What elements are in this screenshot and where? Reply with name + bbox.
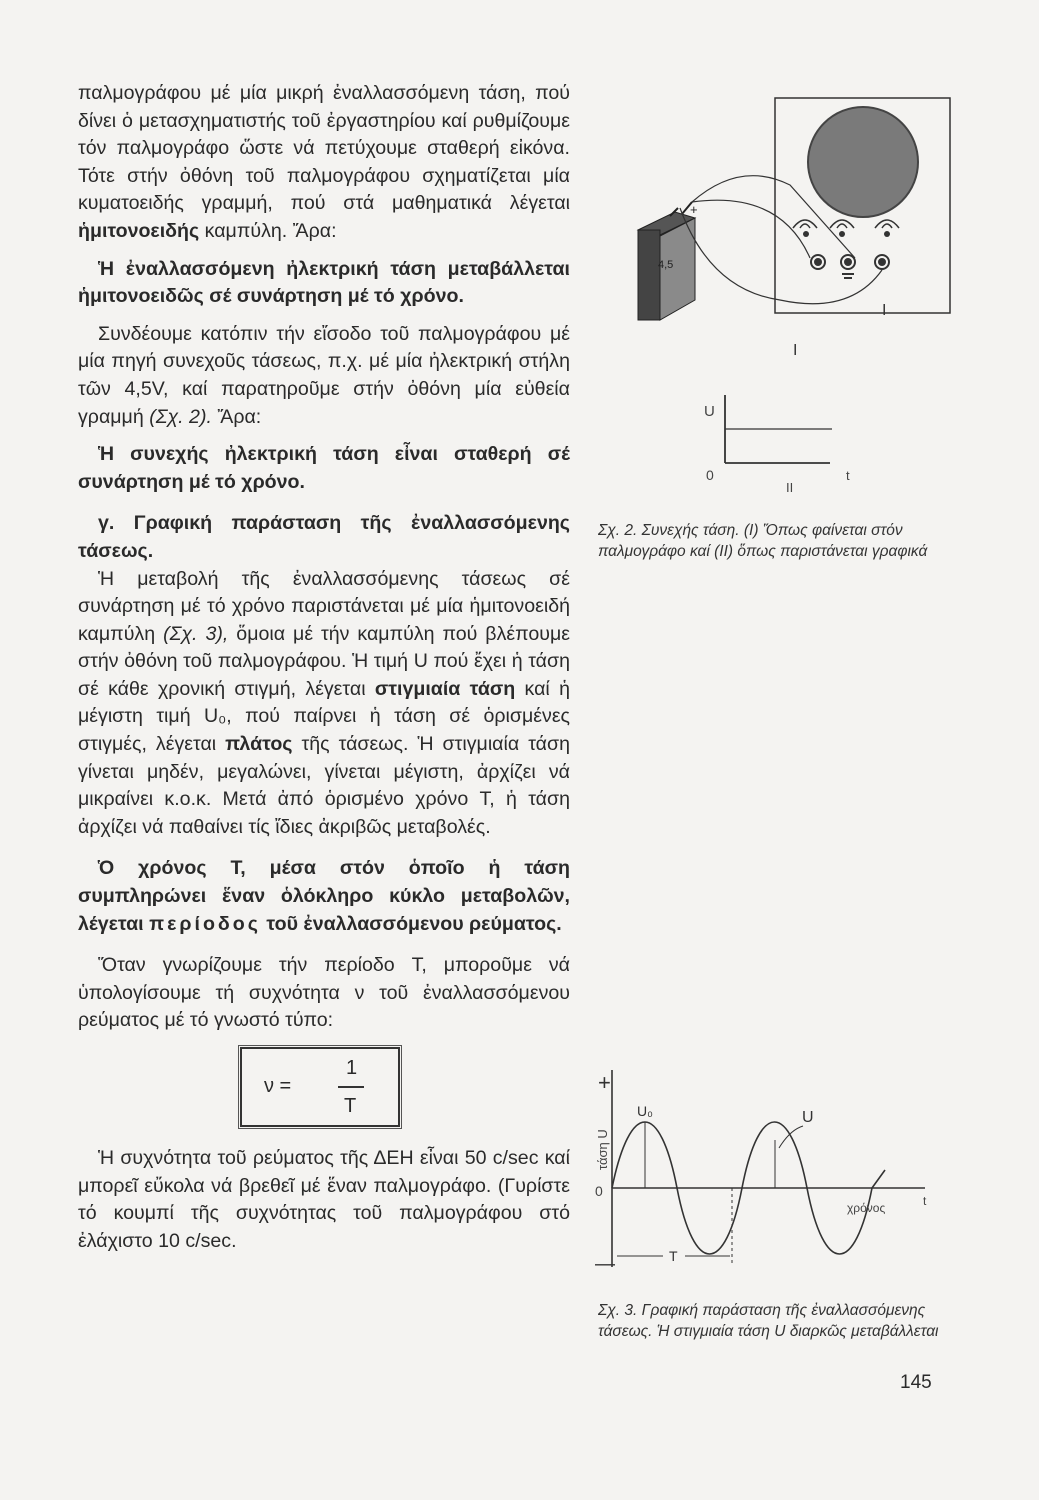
label-II: II [786, 480, 794, 495]
fraction-bar [338, 1086, 364, 1088]
control-knobs [793, 220, 899, 228]
formula-numerator: 1 [346, 1057, 358, 1079]
graph-axis-U: U [704, 403, 715, 420]
input-terminals [811, 255, 889, 278]
rule-alternating-voltage: Ἡ ἐναλλασσόμενη ἠλεκτρική τάση μεταβάλλεται ἡμιτονοειδῶς σέ συνάρτηση μέ τό χρόνο. [78, 257, 570, 308]
minus-sign: — [595, 1253, 615, 1275]
page-number: 145 [900, 1372, 932, 1393]
formula-lhs: ν = [264, 1075, 292, 1097]
figure-3-caption: Σχ. 3. Γραφική παράσταση τῆς ἐναλλασσόμενης τάσεως. Ἡ στιγμιαία τάση U διαρκῶς μεταβάλλεται [598, 1302, 939, 1340]
main-text-column [78, 80, 570, 1255]
figure-ref-3: (Σχ. 3), [163, 622, 229, 645]
section-heading: γ. Γραφική παράσταση τῆς ἐναλλασσόμενης τάσεως. [78, 512, 570, 562]
label-I: I [793, 342, 798, 359]
rule-direct-voltage: Ἡ συνεχής ἠλεκτρική τάση εἶναι σταθερή σέ συνάρτηση μέ τό χρόνο. [78, 443, 570, 493]
period-label: T [669, 1248, 678, 1264]
label-U: U [802, 1109, 814, 1126]
svg-text:+: + [690, 202, 698, 217]
voltage-axis-label: τάση U [595, 1129, 610, 1170]
knob-pointers [803, 231, 890, 237]
label-U0: U₀ [637, 1103, 653, 1119]
term-period: περίοδος [149, 912, 261, 935]
battery [638, 202, 698, 320]
time-t: t [923, 1194, 927, 1208]
formula-denominator: T [344, 1095, 357, 1117]
figure-2-caption: Σχ. 2. Συνεχής τάση. (I) Ὅπως φαίνεται στόν παλμογράφο καί (II) ὅπως παριστάνεται γραφικά [598, 522, 928, 560]
paragraph-5: Ἡ συχνότητα τοῦ ρεύματος τῆς ΔΕΗ εἶναι 50 c/sec καί μπορεῖ εὔκολα νά βρεθεῖ μέ ἕναν παλμογράφο. (Γυρίστε τό κουμπί τῆς συχνότητας τοῦ παλμογράφου στό ἐλάχιστο 10 c/sec. [78, 1147, 570, 1252]
label-I-side: I [882, 302, 887, 319]
paragraph-4: Ὅταν γνωρίζουμε τήν περίοδο T, μποροῦμε νά ὑπολογίσουμε τή συχνότητα ν τοῦ ἐναλλασσόμενου ρεύματος μέ τό γνωστό τύπο: [78, 954, 570, 1032]
time-label: χρόνος [847, 1201, 886, 1215]
dc-voltage-graph [704, 395, 850, 495]
term-sinusoidal: ἡμιτονοειδής [78, 219, 200, 242]
figure-3-sine-graph [585, 1060, 945, 1290]
figure-2-illustration [620, 90, 1020, 510]
plus-sign: + [598, 1070, 611, 1095]
graph-axis-t: t [846, 468, 850, 483]
paragraph-2: Συνδέουμε κατόπιν τήν εἴσοδο τοῦ παλμογράφου μέ μία πηγή συνεχοῦς τάσεως, π.χ. μέ μία ἠλεκτρική στήλη τῶν 4,5V, καί παρατηροῦμε στήν ὀθόνη μία εὐθεία γραμμή (Σχ. 2). Ἄρα: [78, 322, 570, 428]
term-instantaneous-voltage: στιγμιαία τάση [374, 677, 516, 700]
oscilloscope-screen [808, 107, 918, 217]
paragraph-3: Ἡ μεταβολή τῆς ἐναλλασσόμενης τάσεως σέ συνάρτηση μέ τό χρόνο παριστάνεται μέ μία ἡμιτονοειδή καμπύλη (Σχ. 3), ὅμοια μέ τήν καμπύλη πού βλέπουμε στήν ὀθόνη τοῦ παλμογράφου. Ἡ τιμή U πού ἔχει ἡ τάση σέ κάθε χρονική στιγμή, λέγεται στιγμιαία τάση καί ἡ μέγιστη τιμή U₀, πού παίρνει ἡ τάση σέ ὁρισμένες στιγμές, λέγεται πλάτος τῆς τάσεως. Ἡ στιγμιαία τάση γίνεται μηδέν, μεγαλώνει, γίνεται μέγιστη, ἀρχίζει νά μικραίνει κ.ο.κ. Μετά ἀπό ὁρισμένο χρόνο T, ἡ τάση ἀρχίζει νά παθαίνει τίς ἴδιες ἀκριβῶς μεταβολές. [78, 567, 570, 838]
graph-axis-0: 0 [706, 467, 714, 483]
origin-zero: 0 [595, 1183, 603, 1199]
figure-ref-2: (Σχ. 2). [149, 405, 212, 428]
term-amplitude: πλάτος [225, 733, 293, 756]
paragraph-1: παλμογράφου μέ μία μικρή ἐναλλασσόμενη τάση, πού δίνει ὁ μετασχηματιστής τοῦ ἐργαστηρίου καί ρυθμίζουμε τόν παλμογράφο ὥστε νά πετύχουμε σταθερή εἰκόνα. Τότε στήν ὀθόνη τοῦ παλμογράφου σχηματίζεται μία κυματοειδής γραμμή, πού στά μαθηματικά λέγεται ἡμιτονοειδής καμπύλη. Ἄρα: [78, 82, 570, 242]
battery-label: 4,5 [658, 259, 674, 271]
formula [78, 1035, 570, 1135]
rule-period: Ὁ χρόνος T, μέσα στόν ὁποῖο ἡ τάση συμπληρώνει ἕναν ὁλόκληρο κύκλο μεταβολῶν, λέγεται περίοδος τοῦ ἐναλλασσόμενου ρεύματος. [78, 857, 570, 935]
formula-box [240, 1047, 400, 1127]
